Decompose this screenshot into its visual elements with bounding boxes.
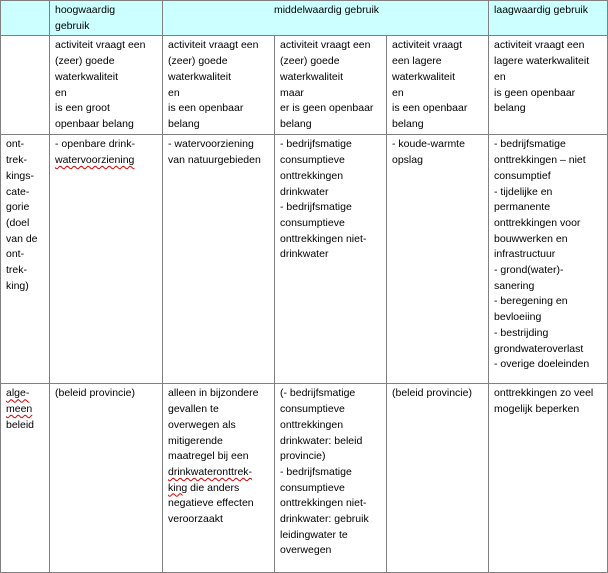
category-label-line: (doel	[6, 216, 30, 229]
category-cell	[163, 135, 275, 384]
category-line: consumptieve	[280, 216, 345, 229]
policy-line: mitigerende	[168, 434, 223, 447]
category-label-line: ont-	[6, 248, 25, 261]
criteria-line: en	[494, 70, 506, 83]
criteria-line: openbaar belang	[55, 117, 134, 130]
policy-line: (beleid provincie)	[55, 387, 135, 400]
category-line: - watervoorziening	[168, 138, 254, 151]
criteria-line: (zeer) goede	[168, 55, 228, 68]
category-label-cell	[1, 135, 50, 384]
criteria-cell	[387, 36, 489, 135]
category-line: sanering	[494, 279, 535, 292]
criteria-line: maar	[280, 86, 304, 99]
criteria-line: er is geen openbaar	[280, 102, 374, 115]
category-line: permanente	[494, 201, 551, 214]
category-line: watervoorziening	[55, 154, 135, 167]
policy-line	[168, 481, 271, 497]
category-line: consumptief	[494, 169, 551, 182]
category-line: - beregening en	[494, 295, 568, 308]
category-label-line: trek-	[6, 264, 27, 277]
criteria-line: is een groot	[55, 102, 110, 115]
criteria-cell	[163, 36, 275, 135]
policy-line: drinkwater: beleid	[280, 434, 363, 447]
criteria-line: waterkwaliteit	[392, 70, 456, 83]
criteria-line: en	[392, 86, 404, 99]
category-label-line: ont-	[6, 138, 25, 151]
category-label-line: cate-	[6, 185, 30, 198]
policy-line: negatieve effecten	[168, 497, 254, 510]
category-line: - overige doeleinden	[494, 358, 590, 371]
policy-line: onttrekkingen niet-	[280, 497, 367, 510]
criteria-line: belang	[392, 117, 424, 130]
criteria-line: lagere waterkwaliteit	[494, 55, 590, 68]
category-line: grondwateroverlast	[494, 342, 584, 355]
category-line: van natuurgebieden	[168, 154, 261, 167]
criteria-line: is een openbaar	[392, 102, 468, 115]
policy-cell	[275, 384, 387, 573]
policy-line: onttrekkingen zo veel	[494, 387, 594, 400]
criteria-line: waterkwaliteit	[55, 70, 119, 83]
criteria-label-cell	[1, 36, 50, 135]
category-line: - koude-warmte	[392, 138, 465, 151]
policy-line: onttrekkingen	[280, 418, 344, 431]
policy-cell	[163, 384, 275, 573]
criteria-row	[1, 36, 608, 135]
category-line: onttrekkingen – niet	[494, 154, 586, 167]
criteria-line: activiteit vraagt een	[494, 39, 585, 52]
policy-cell	[50, 384, 163, 573]
policy-line: mogelijk beperken	[494, 403, 580, 416]
criteria-cell	[50, 36, 163, 135]
category-line: drinkwater	[280, 185, 329, 198]
criteria-line: waterkwaliteit	[280, 70, 344, 83]
policy-line: drinkwater: gebruik	[280, 513, 369, 526]
policy-label-line: beleid	[6, 418, 35, 431]
criteria-cell	[489, 36, 608, 135]
category-line: bevloeiing	[494, 311, 542, 324]
header-hoogwaardig-line: gebruik	[55, 19, 90, 32]
criteria-line: activiteit vraagt een	[55, 39, 146, 52]
criteria-line: belang	[494, 102, 526, 115]
policy-row	[1, 384, 608, 573]
policy-line: overwegen als	[168, 418, 236, 431]
policy-line: provincie)	[280, 450, 326, 463]
policy-line: overwegen	[280, 544, 332, 557]
policy-line: veroorzaakt	[168, 513, 223, 526]
category-label-line: gorie	[6, 201, 30, 214]
criteria-cell	[275, 36, 387, 135]
policy-line: drinkwateronttrek-	[168, 465, 253, 478]
criteria-line: (zeer) goede	[280, 55, 340, 68]
category-label-line: van de	[6, 232, 38, 245]
policy-line-fragment: king	[168, 481, 188, 494]
criteria-line: activiteit vraagt een	[168, 39, 259, 52]
policy-line: (beleid provincie)	[392, 387, 472, 400]
header-laagwaardig: laagwaardig gebruik	[489, 1, 608, 36]
category-line: onttrekkingen voor	[494, 216, 581, 229]
criteria-line: waterkwaliteit	[168, 70, 232, 83]
category-line: - bestrijding	[494, 326, 549, 339]
header-hoogwaardig-line: hoogwaardig	[55, 4, 116, 16]
category-cell	[489, 135, 608, 384]
criteria-line: belang	[280, 117, 312, 130]
category-cell	[387, 135, 489, 384]
policy-line: alleen in bijzondere	[168, 387, 259, 400]
header-corner-cell	[1, 1, 50, 36]
criteria-line: activiteit vraagt een	[280, 39, 371, 52]
category-line: onttrekkingen	[280, 169, 344, 182]
category-label-line: trek-	[6, 154, 27, 167]
category-line: consumptieve	[280, 154, 345, 167]
category-line: onttrekkingen niet-	[280, 232, 367, 245]
category-line: drinkwater	[280, 248, 329, 261]
category-cell	[275, 135, 387, 384]
policy-label-line: alge-	[6, 387, 30, 400]
criteria-line: en	[55, 86, 67, 99]
criteria-line: activiteit vraagt	[392, 39, 463, 52]
criteria-line: (zeer) goede	[55, 55, 115, 68]
category-line: bouwwerken en	[494, 232, 568, 245]
criteria-line: is een openbaar	[168, 102, 244, 115]
category-line: - grond(water)-	[494, 264, 564, 277]
criteria-line: belang	[168, 117, 200, 130]
header-hoogwaardig	[50, 1, 163, 36]
policy-line: leidingwater te	[280, 528, 348, 541]
policy-label-cell	[1, 384, 50, 573]
policy-line: - bedrijfsmatige	[280, 465, 352, 478]
policy-line: gevallen te	[168, 403, 219, 416]
category-line: - bedrijfsmatige	[280, 201, 352, 214]
policy-label-line: meen	[6, 403, 33, 416]
policy-line: consumptieve	[280, 481, 345, 494]
criteria-line: en	[168, 86, 180, 99]
policy-cell	[387, 384, 489, 573]
category-line: - openbare drink-	[55, 138, 135, 151]
category-label-line: kings-	[6, 169, 35, 182]
policy-line-rest: die anders	[187, 481, 240, 494]
category-line: infrastructuur	[494, 248, 556, 261]
category-label-line: king)	[6, 279, 29, 292]
policy-line: consumptieve	[280, 403, 345, 416]
policy-line: maatregel bij een	[168, 450, 249, 463]
category-row	[1, 135, 608, 384]
category-line: - bedrijfsmatige	[494, 138, 566, 151]
policy-cell	[489, 384, 608, 573]
header-row	[1, 1, 608, 36]
category-line: - bedrijfsmatige	[280, 138, 352, 151]
category-line: - tijdelijke en	[494, 185, 553, 198]
category-cell	[50, 135, 163, 384]
header-middelwaardig: middelwaardig gebruik	[163, 1, 489, 36]
criteria-line: is geen openbaar	[494, 86, 576, 99]
criteria-line: een lagere	[392, 55, 442, 68]
policy-line: (- bedrijfsmatige	[280, 387, 356, 400]
category-line: opslag	[392, 154, 423, 167]
